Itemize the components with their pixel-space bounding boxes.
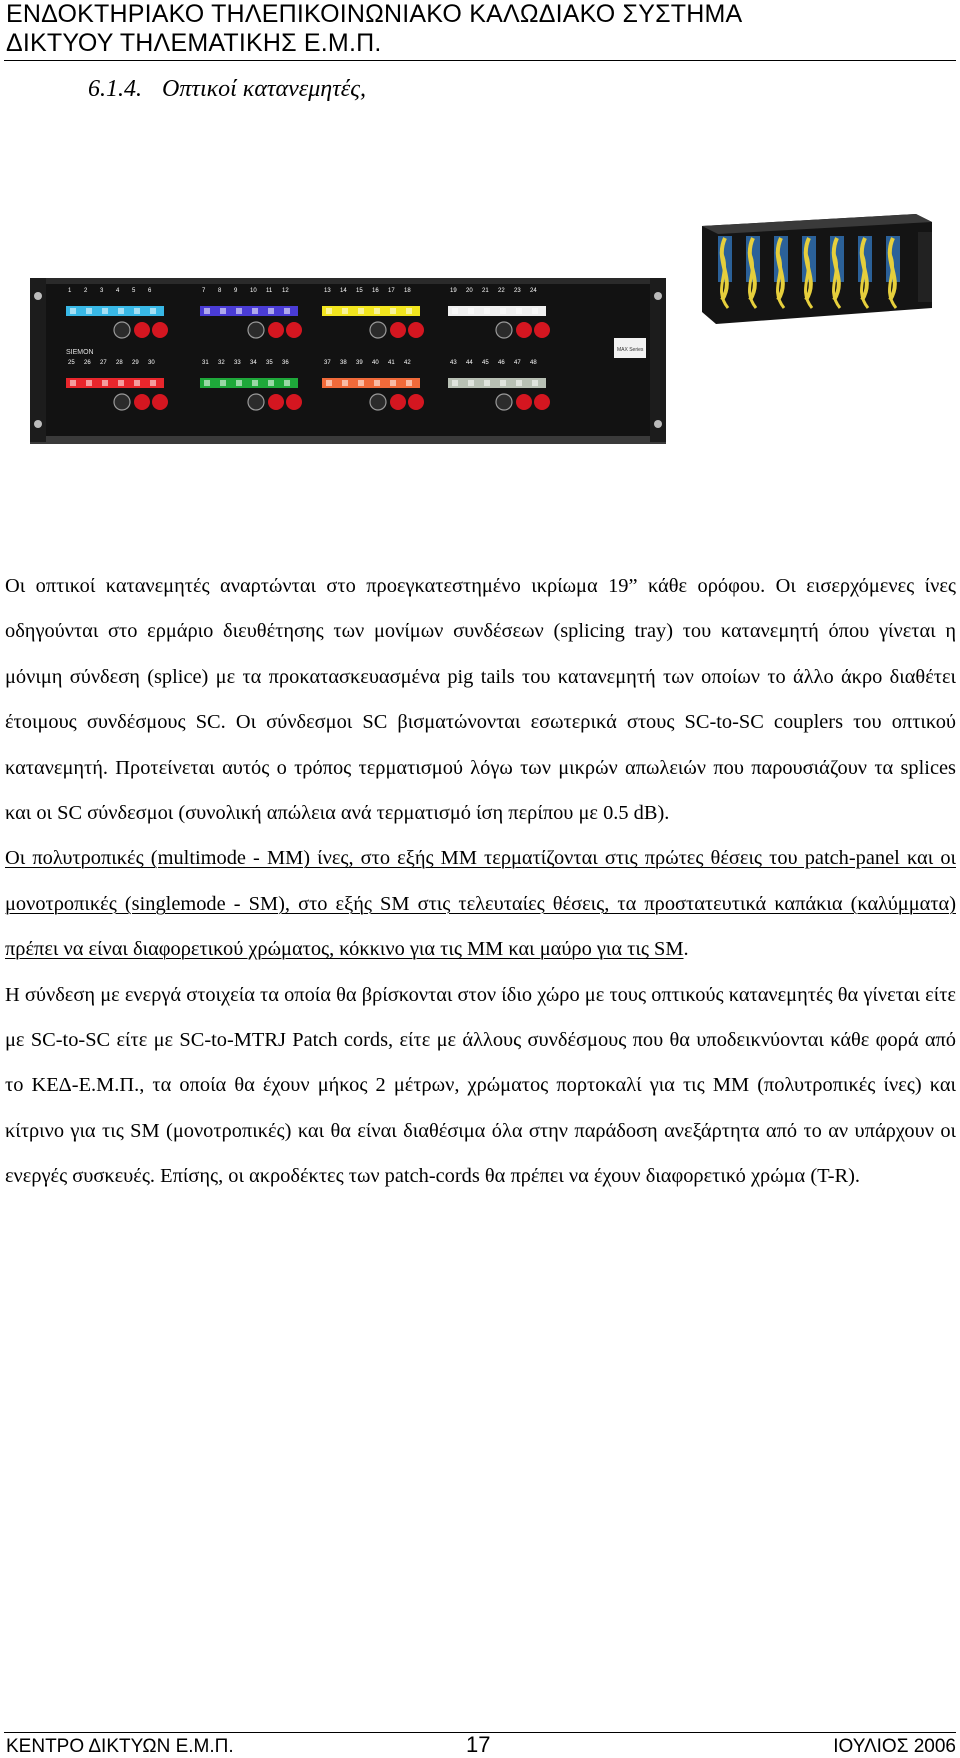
header-rule — [4, 60, 956, 61]
section-number: 6.1.4. — [88, 76, 142, 102]
sc-coupler — [248, 322, 264, 338]
port-tab — [390, 380, 396, 386]
port-number: 46 — [498, 360, 505, 366]
port-number: 26 — [84, 360, 91, 366]
brand-label: SIEMON — [66, 349, 94, 356]
sc-coupler — [114, 322, 130, 338]
page-number: 17 — [466, 1732, 491, 1757]
sc-coupler — [114, 394, 130, 410]
port-label-strip — [200, 378, 298, 388]
port-tab — [500, 380, 506, 386]
port-tab — [374, 380, 380, 386]
port-tab — [406, 308, 412, 314]
panel-body — [30, 278, 666, 442]
port-tab — [236, 380, 242, 386]
port-number: 30 — [148, 360, 155, 366]
port-number: 28 — [116, 360, 123, 366]
body-text — [5, 564, 956, 1200]
port-number: 16 — [372, 288, 379, 294]
port-number: 9 — [234, 288, 238, 294]
port-number: 6 — [148, 288, 152, 294]
screw-hole — [34, 292, 42, 300]
dust-cap — [534, 394, 550, 410]
port-number: 24 — [530, 288, 537, 294]
port-label-strip — [448, 378, 546, 388]
port-number: 27 — [100, 360, 107, 366]
port-tab — [532, 380, 538, 386]
port-tab — [452, 380, 458, 386]
dust-cap — [390, 322, 406, 338]
port-label-strip — [66, 378, 164, 388]
port-number: 43 — [450, 360, 457, 366]
port-number: 2 — [84, 288, 88, 294]
port-tab — [516, 380, 522, 386]
dust-cap — [516, 322, 532, 338]
port-number: 4 — [116, 288, 120, 294]
panel-bottom-edge — [30, 436, 666, 444]
port-number: 34 — [250, 360, 257, 366]
section-heading — [88, 76, 366, 103]
port-tab — [118, 308, 124, 314]
header-line-2: ΔΙΚΤΥΟΥ ΤΗΛΕΜΑΤΙΚΗΣ Ε.Μ.Π. — [6, 29, 382, 57]
paragraph-1: Οι οπτικοί κατανεμητές αναρτώνται στο προεγκατεστημένο ικρίωμα 19” κάθε ορόφου. Οι εισερχόμενες ίνες οδηγούνται στο ερμάριο διευθέτησης των μονίμων συνδέσεων (splicing tray) του κατανεμητή όπου γίνεται η μόνιμη σύνδεση (splice) με τα προκατασκευασμένα pig tails του κατανεμητή των οποίων το άλλο άκρο διαθέτει έτοιμους συνδέσμους SC. Οι σύνδεσμοι SC βισματώνονται εσωτερικά στους SC-to-SC couplers του οπτικού κατανεμητή. Προτείνεται αυτός ο τρόπος τερματισμού λόγω των μικρών απωλειών που παρουσιάζουν τα splices και οι SC σύνδεσμοι (συνολική απώλεια ανά τερματισμό ίση περίπου με 0.5 dB). — [5, 575, 956, 825]
port-tab — [484, 380, 490, 386]
port-tab — [252, 308, 258, 314]
port-number: 33 — [234, 360, 241, 366]
footer-date: ΙΟΥΛΙΟΣ 2006 — [833, 1736, 956, 1757]
page-header — [6, 0, 954, 58]
port-tab — [204, 380, 210, 386]
port-tab — [134, 380, 140, 386]
port-tab — [252, 380, 258, 386]
port-number: 48 — [530, 360, 537, 366]
screw-hole — [34, 420, 42, 428]
port-tab — [86, 308, 92, 314]
port-number: 47 — [514, 360, 521, 366]
panel-badge: MAX Series — [617, 347, 644, 353]
paragraph-2-end: . — [683, 938, 689, 961]
port-number: 21 — [482, 288, 489, 294]
port-tab — [102, 308, 108, 314]
dust-cap — [152, 394, 168, 410]
port-tab — [284, 380, 290, 386]
dust-cap — [286, 322, 302, 338]
dust-cap — [268, 394, 284, 410]
dust-cap — [408, 394, 424, 410]
port-number: 36 — [282, 360, 289, 366]
port-number: 37 — [324, 360, 331, 366]
port-tab — [468, 308, 474, 314]
port-tab — [70, 380, 76, 386]
dust-cap — [152, 322, 168, 338]
port-label-strip — [322, 378, 420, 388]
dust-cap — [408, 322, 424, 338]
port-number: 20 — [466, 288, 473, 294]
port-number: 8 — [218, 288, 222, 294]
port-tab — [134, 308, 140, 314]
port-tab — [342, 308, 348, 314]
port-label-strip — [200, 306, 298, 316]
port-label-strip — [448, 306, 546, 316]
dust-cap — [268, 322, 284, 338]
screw-hole — [654, 420, 662, 428]
port-number: 14 — [340, 288, 347, 294]
left-rack-ear — [30, 278, 46, 442]
port-tab — [118, 380, 124, 386]
port-number: 17 — [388, 288, 395, 294]
right-rack-ear — [650, 278, 666, 442]
sc-coupler — [496, 394, 512, 410]
port-tab — [342, 380, 348, 386]
port-label-strip — [322, 306, 420, 316]
enclosure-side — [918, 232, 932, 302]
dust-cap — [134, 394, 150, 410]
port-tab — [358, 308, 364, 314]
port-number: 5 — [132, 288, 136, 294]
splice-enclosure-image — [696, 212, 936, 330]
port-tab — [326, 380, 332, 386]
port-tab — [236, 308, 242, 314]
port-number: 42 — [404, 360, 411, 366]
port-tab — [268, 380, 274, 386]
port-tab — [204, 308, 210, 314]
port-tab — [70, 308, 76, 314]
fiber-patch-panel-image — [30, 272, 666, 450]
port-tab — [220, 308, 226, 314]
port-number: 32 — [218, 360, 225, 366]
port-tab — [284, 308, 290, 314]
sc-coupler — [496, 322, 512, 338]
paragraph-3: Η σύνδεση με ενεργά στοιχεία τα οποία θα βρίσκονται στον ίδιο χώρο με τους οπτικούς κατανεμητές θα γίνεται είτε με SC-to-SC είτε με SC-to-MTRJ Patch cords, είτε με άλλους συνδέσμους που θα υποδεικνύονται κάθε φορά από το ΚΕΔ-Ε.Μ.Π., τα οποία θα έχουν μήκος 2 μέτρων, χρώματος πορτοκαλί για τις MM (πολυτροπικές ίνες) και κίτρινο για τις SM (μονοτροπικές) και θα είναι διαθέσιμα όλα στην παράδοση ανεξάρτητα από το αν υπάρχουν οι ενεργές συσκευές. Επίσης, οι ακροδέκτες των patch-cords θα πρέπει να έχουν διαφορετικό χρώμα (T-R). — [5, 983, 956, 1188]
port-number: 15 — [356, 288, 363, 294]
port-number: 3 — [100, 288, 104, 294]
page-footer — [6, 1732, 956, 1758]
port-tab — [532, 308, 538, 314]
port-number: 22 — [498, 288, 505, 294]
port-tab — [268, 308, 274, 314]
port-number: 25 — [68, 360, 75, 366]
port-number: 39 — [356, 360, 363, 366]
port-label-strip — [66, 306, 164, 316]
port-number: 44 — [466, 360, 473, 366]
port-number: 10 — [250, 288, 257, 294]
section-title: Οπτικοί κατανεμητές, — [162, 76, 366, 102]
port-number: 13 — [324, 288, 331, 294]
port-number: 41 — [388, 360, 395, 366]
port-tab — [374, 308, 380, 314]
port-number: 7 — [202, 288, 206, 294]
dust-cap — [516, 394, 532, 410]
sc-coupler — [248, 394, 264, 410]
dust-cap — [286, 394, 302, 410]
port-tab — [358, 380, 364, 386]
port-tab — [484, 308, 490, 314]
port-tab — [406, 380, 412, 386]
port-number: 35 — [266, 360, 273, 366]
screw-hole — [654, 292, 662, 300]
port-number: 19 — [450, 288, 457, 294]
port-tab — [150, 308, 156, 314]
header-line-1: ΕΝΔΟΚΤΗΡΙΑΚΟ ΤΗΛΕΠΙΚΟΙΝΩΝΙΑΚΟ ΚΑΛΩΔΙΑΚΟ ΣΥΣΤΗΜΑ — [6, 0, 743, 28]
port-number: 45 — [482, 360, 489, 366]
sc-coupler — [370, 322, 386, 338]
dust-cap — [134, 322, 150, 338]
port-tab — [326, 308, 332, 314]
port-tab — [86, 380, 92, 386]
port-tab — [102, 380, 108, 386]
port-tab — [390, 308, 396, 314]
port-number: 40 — [372, 360, 379, 366]
port-tab — [150, 380, 156, 386]
dust-cap — [390, 394, 406, 410]
paragraph-2 — [5, 836, 956, 972]
port-number: 29 — [132, 360, 139, 366]
panel-top-edge — [30, 278, 666, 284]
port-number: 38 — [340, 360, 347, 366]
port-number: 23 — [514, 288, 521, 294]
footer-organization: ΚΕΝΤΡΟ ΔΙΚΤΥΩΝ Ε.Μ.Π. — [6, 1736, 234, 1757]
port-number: 11 — [266, 288, 273, 294]
port-tab — [500, 308, 506, 314]
paragraph-2-underlined: Οι πολυτροπικές (multimode - MM) ίνες, στο εξής MM τερματίζονται στις πρώτες θέσεις του patch-panel και οι μονοτροπικές (singlemode - SM), στο εξής SM στις τελευταίες θέσεις, τα προστατευτικά καπάκια (καλύμματα) πρέπει να είναι διαφορετικού χρώματος, κόκκινο για τις MM και μαύρο για τις SM — [5, 847, 956, 961]
port-tab — [220, 380, 226, 386]
port-number: 18 — [404, 288, 411, 294]
port-number: 1 — [68, 288, 72, 294]
dust-cap — [534, 322, 550, 338]
sc-coupler — [370, 394, 386, 410]
port-tab — [452, 308, 458, 314]
port-number: 12 — [282, 288, 289, 294]
port-number: 31 — [202, 360, 209, 366]
port-tab — [516, 308, 522, 314]
port-tab — [468, 380, 474, 386]
